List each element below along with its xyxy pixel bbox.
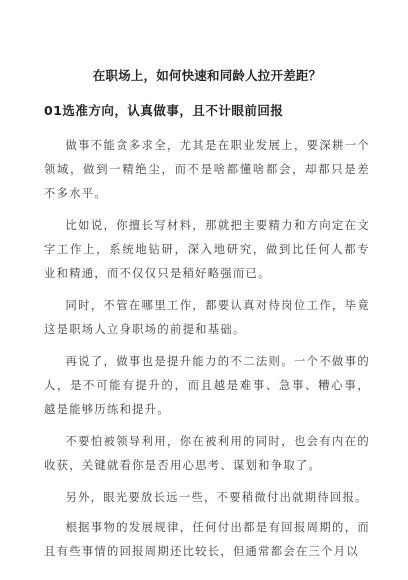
document-title: 在职场上，如何快速和同龄人拉开差距？: [92, 68, 322, 83]
paragraph-3: 同时，不管在哪里工作，都要认真对待岗位工作，毕竟这是职场人立身职场的前提和基础。: [44, 299, 370, 336]
paragraph-6: 另外，眼光要放长远一些，不要稍微付出就期待回报。: [65, 491, 368, 504]
paragraph-4: 再说了，做事也是提升能力的不二法则。一个不做事的人，是不可能有提升的，而且越是难事、急事、糟心事，越是能够历练和提升。: [44, 355, 370, 416]
paragraph-1: 做事不能贪多求全，尤其是在职业发展上，要深耕一个领域，做到一精绝尘，而不是啥都懂啥都会，却都只是差不多水平。: [44, 139, 370, 200]
paragraph-5: 不要怕被领导利用，你在被利用的同时，也会有内在的收获，关键就看你是否用心思考、谋划和争取了。: [44, 435, 370, 472]
paragraph-7: 根据事物的发展规律，任何付出都是有回报周期的，而且有些事情的回报周期还比较长，但通常都会在三个月以: [44, 521, 370, 558]
paragraph-2: 比如说，你擅长写材料，那就把主要精力和方向定在文字工作上，系统地钻研，深入地研究，做到比任何人都专业和精通，而不仅仅只是稍好略强而已。: [44, 219, 370, 280]
section-heading: 01选准方向，认真做事，且不计眼前回报: [44, 103, 284, 118]
